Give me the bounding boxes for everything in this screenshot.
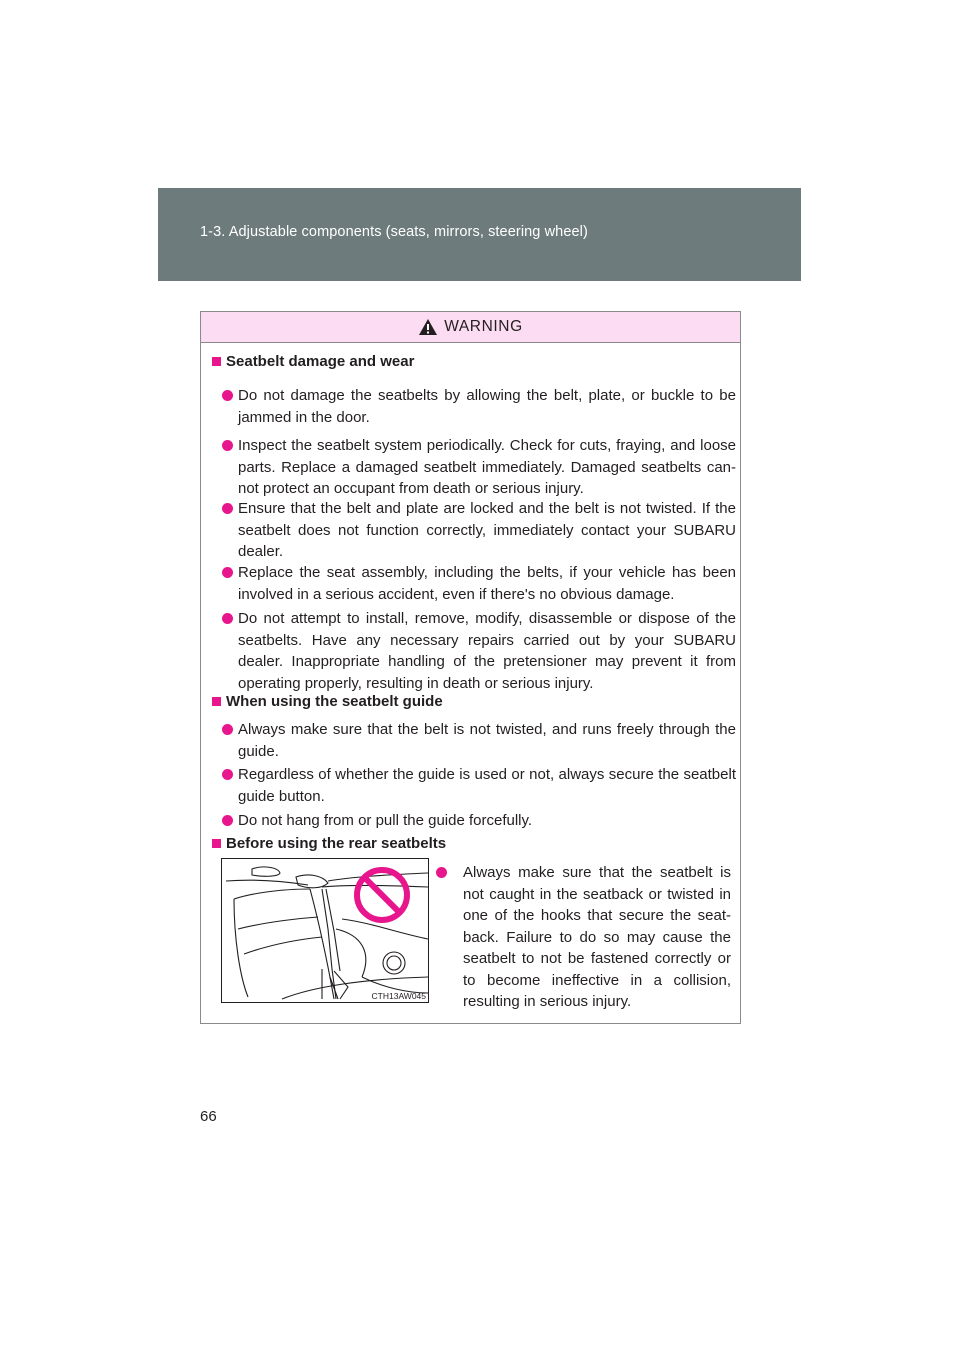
circle-bullet-icon bbox=[222, 613, 233, 624]
circle-bullet-icon bbox=[222, 815, 233, 826]
list-item bbox=[222, 562, 736, 605]
warning-header bbox=[201, 312, 740, 343]
list-item bbox=[222, 810, 736, 832]
circle-bullet-icon bbox=[436, 867, 447, 878]
square-bullet-icon bbox=[212, 697, 221, 706]
seatbelt-illustration bbox=[221, 858, 429, 1003]
square-bullet-icon bbox=[212, 839, 221, 848]
list-item bbox=[222, 608, 736, 694]
warning-title: WARNING bbox=[444, 318, 523, 335]
circle-bullet-icon bbox=[222, 503, 233, 514]
square-bullet-icon bbox=[212, 357, 221, 366]
list-item bbox=[222, 385, 736, 428]
circle-bullet-icon bbox=[222, 390, 233, 401]
section-heading-text: Seatbelt damage and wear bbox=[226, 353, 415, 370]
circle-bullet-icon bbox=[222, 567, 233, 578]
prohibit-icon bbox=[357, 870, 407, 920]
warning-content bbox=[201, 343, 740, 1023]
circle-bullet-icon bbox=[222, 769, 233, 780]
list-item bbox=[222, 498, 736, 563]
list-item bbox=[222, 764, 736, 807]
list-item-text: Do not damage the seatbelts by allowing the belt, plate, or buckle to be jammed in the door. bbox=[238, 387, 736, 426]
circle-bullet-icon bbox=[222, 440, 233, 451]
list-item bbox=[222, 435, 736, 500]
section-heading-text: Before using the rear seatbelts bbox=[226, 835, 447, 852]
circle-bullet-icon bbox=[222, 724, 233, 735]
list-item-text: Do not hang from or pull the guide forcefully. bbox=[238, 812, 533, 829]
list-item-text: Ensure that the belt and plate are locked and the belt is not twisted. If the seatbelt does not function correctly, immediately contact your SUBARU dealer. bbox=[238, 500, 736, 560]
list-item-text: Replace the seat assembly, including the belts, if your vehicle has been involved in a serious accident, even if there's no obvious damage. bbox=[238, 564, 736, 603]
list-item-text: Always make sure that the seatbelt is not caught in the seatback or twisted in one of the hooks that secure the seat-back. Failure to do so may cause the seatbelt to not be fastened correctly or to become ineffective in a collision, resulting in serious injury. bbox=[463, 864, 731, 1010]
list-item-text: Do not attempt to install, remove, modify, disassemble or dispose of the seatbelts. Have any necessary repairs carried out by your SUBARU dealer. Inappropriate handling of the pretensioner may prevent it from operating properly, resulting in death or serious injury. bbox=[238, 610, 736, 692]
list-item-text: Always make sure that the belt is not twisted, and runs freely through the guide. bbox=[238, 721, 736, 760]
section-heading-text: When using the seatbelt guide bbox=[226, 693, 443, 710]
page-number: 66 bbox=[200, 1108, 217, 1125]
section-header-band bbox=[158, 188, 801, 281]
section-title: 1-3. Adjustable components (seats, mirrors, steering wheel) bbox=[200, 224, 588, 240]
list-item bbox=[222, 719, 736, 762]
list-item-text: Regardless of whether the guide is used or not, always secure the seatbelt guide button. bbox=[238, 766, 736, 805]
rear-seatbelt-drawing bbox=[222, 859, 428, 1002]
figure-code: CTH13AW045 bbox=[371, 991, 426, 1001]
list-item bbox=[436, 862, 731, 1013]
warning-box bbox=[200, 311, 741, 1024]
warning-triangle-icon bbox=[418, 318, 438, 336]
section-heading bbox=[212, 693, 443, 710]
section-heading bbox=[212, 353, 414, 370]
list-item-text: Inspect the seatbelt system periodically. Check for cuts, fraying, and loose parts. Replace a damaged seatbelt immediately. Damaged seatbelts can-not protect an occupant from death or serious injury. bbox=[238, 437, 736, 497]
section-heading bbox=[212, 835, 446, 852]
